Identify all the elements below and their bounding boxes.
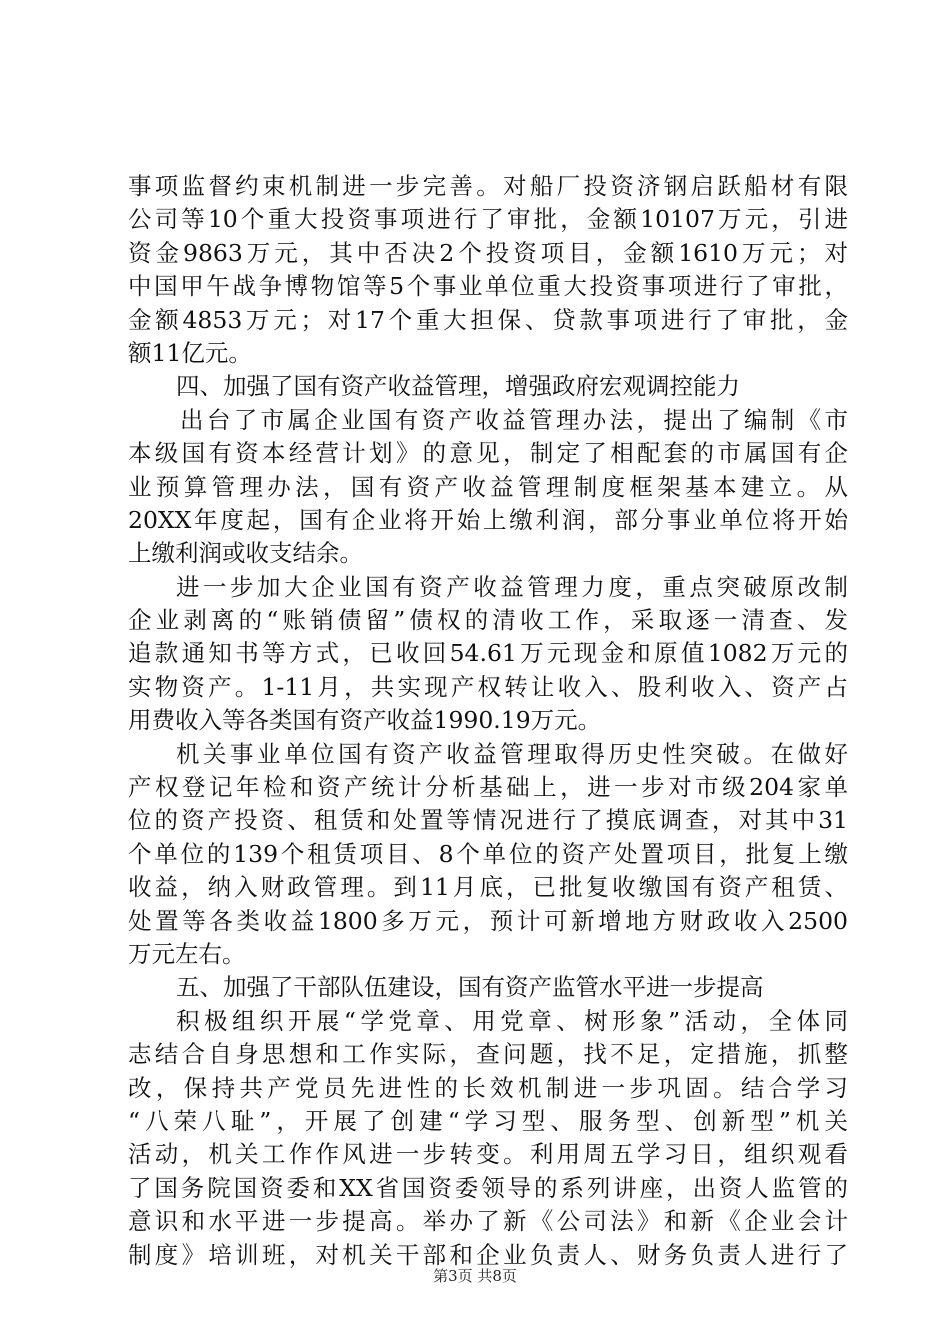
text-line: 出台了市属企业国有资产收益管理办法，提出了编制《市	[180, 405, 848, 434]
text-line: 上缴利润或收支结余。	[128, 539, 363, 568]
text-line: 处置等各类收益1800多万元，预计可新增地方财政收入2500	[128, 906, 848, 935]
text-line: “八荣八耻”，开展了创建“学习型、服务型、创新型”机关	[128, 1106, 848, 1135]
text-line: 制度》培训班，对机关干部和企业负责人、财务负责人进行了	[128, 1240, 848, 1269]
text-line: 万元左右。	[128, 939, 246, 968]
text-line: 改，保持共产党员先进性的长效机制进一步巩固。结合学习	[128, 1073, 848, 1102]
section-heading: 五、加强了干部队伍建设，国有资产监管水平进一步提高	[176, 973, 764, 1002]
text-line: 进一步加大企业国有资产收益管理力度，重点突破原改制	[176, 572, 848, 601]
text-line: 追款通知书等方式，已收回54.61万元现金和原值1082万元的	[128, 639, 848, 668]
text-line: 了国务院国资委和XX省国资委领导的系列讲座，出资人监管的	[128, 1173, 848, 1202]
text-line: 实物资产。1-11月，共实现产权转让收入、股利收入、资产占	[128, 672, 848, 701]
text-line: 公司等10个重大投资事项进行了审批，金额10107万元，引进	[128, 205, 848, 234]
text-line: 个单位的139个租赁项目、8个单位的资产处置项目，批复上缴	[128, 839, 848, 868]
document-body	[128, 170, 848, 1272]
text-line: 机关事业单位国有资产收益管理取得历史性突破。在做好	[176, 739, 848, 768]
text-line: 产权登记年检和资产统计分析基础上，进一步对市级204家单	[128, 773, 848, 802]
text-line: 活动，机关工作作风进一步转变。利用周五学习日，组织观看	[128, 1140, 848, 1169]
section-heading: 四、加强了国有资产收益管理，增强政府宏观调控能力	[176, 372, 740, 401]
text-line: 收益，纳入财政管理。到11月底，已批复收缴国有资产租赁、	[128, 873, 848, 902]
text-line: 资金9863万元，其中否决2个投资项目，金额1610万元；对	[128, 238, 848, 267]
text-line: 业预算管理办法，国有资产收益管理制度框架基本建立。从	[128, 472, 848, 501]
text-line: 用费收入等各类国有资产收益1990.19万元。	[128, 706, 602, 735]
text-line: 企业剥离的“账销债留”债权的清收工作，采取逐一清查、发	[128, 606, 848, 635]
text-line: 中国甲午战争博物馆等5个事业单位重大投资事项进行了审批，	[128, 272, 848, 301]
text-line: 事项监督约束机制进一步完善。对船厂投资济钢启跃船材有限	[128, 172, 848, 200]
text-line: 20XX年度起，国有企业将开始上缴利润，部分事业单位将开始	[128, 505, 848, 534]
text-line: 额11亿元。	[128, 338, 252, 367]
text-line: 位的资产投资、租赁和处置等情况进行了摸底调查，对其中31	[128, 806, 848, 835]
text-line: 意识和水平进一步提高。举办了新《公司法》和新《企业会计	[128, 1207, 848, 1236]
text-line: 金额4853万元；对17个重大担保、贷款事项进行了审批，金	[128, 305, 848, 334]
text-line: 志结合自身思想和工作实际，查问题，找不足，定措施，抓整	[128, 1040, 848, 1069]
text-line: 积极组织开展“学党章、用党章、树形象”活动，全体同	[176, 1006, 848, 1035]
page-number-footer: 第3页 共8页	[433, 1267, 517, 1285]
text-line: 本级国有资本经营计划》的意见，制定了相配套的市属国有企	[128, 439, 848, 468]
